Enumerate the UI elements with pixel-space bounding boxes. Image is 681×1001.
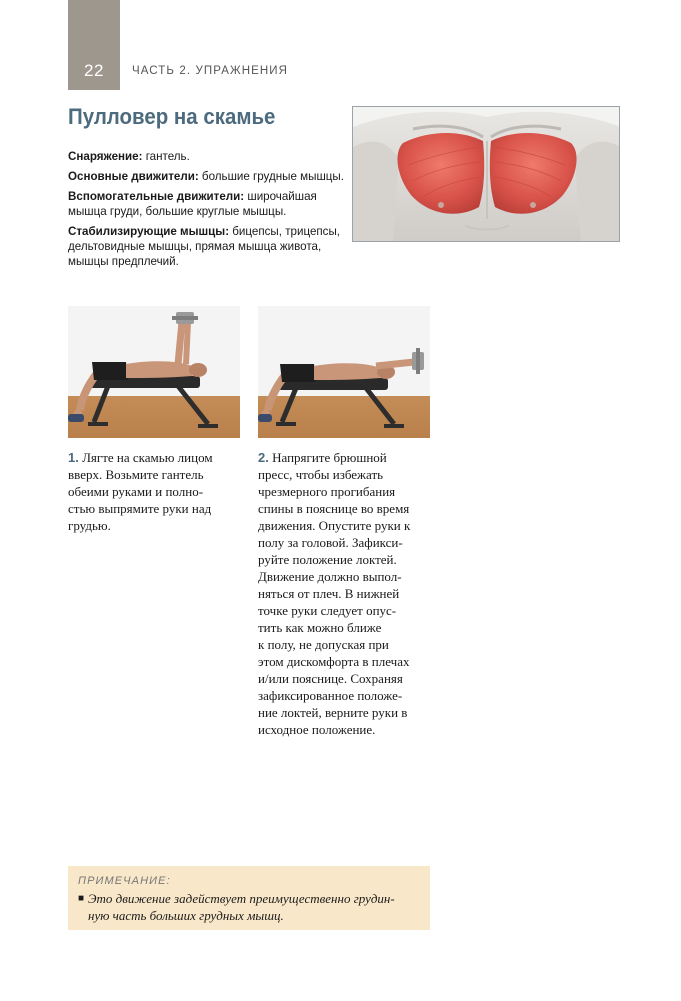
page-number-tab: [68, 0, 120, 90]
page-number: 22: [84, 61, 104, 80]
note-label: ПРИМЕЧАНИЕ:: [78, 875, 171, 887]
spec-primary-movers: Основные движители: большие грудные мышцы.: [68, 170, 344, 183]
step-1-photo: [68, 306, 240, 438]
step-1-number: 1.: [68, 450, 79, 465]
bench-pullover-lowered-illustration: [258, 306, 430, 438]
spec-secondary-movers: Вспомогательные движители: широчайшая мышца груди, большие круглые мышцы.: [68, 190, 317, 218]
exercise-specs: [68, 149, 348, 274]
note-text: ■ Это движение задействует преимущественно грудин- ную часть больших грудных мышц.: [78, 891, 395, 923]
chest-anatomy-illustration: [352, 106, 620, 242]
spec-stabilizers: Стабилизирующие мышцы: бицепсы, трицепсы, дельтовидные мышцы, прямая мышца живота, мышцы предплечий.: [68, 225, 341, 268]
exercise-title: Пулловер на скамье: [68, 104, 276, 129]
chest-muscle-drawing: [353, 107, 620, 242]
note-box: [68, 866, 430, 930]
step-1-text: 1. Лягте на скамью лицом вверх. Возьмите гантель обеими руками и полно- стью выпрямите руки над грудью.: [68, 450, 213, 533]
spec-equipment: Снаряжение: гантель.: [68, 150, 190, 163]
step-2-photo: [258, 306, 430, 438]
step-2-text: 2. Напрягите брюшной пресс, чтобы избежать чрезмерного прогибания спины в пояснице во время движения. Опустите руки к полу за головой. Зафикси- руйте положение локтей. Движение должно выпол- няться от плеч. В нижней точке руки следует опус- тить как можно ближе к полу, не допуская при этом дискомфорта в плечах и/или пояснице. Сохраняя зафиксированное положе- ние локтей, верните руки в исходное положение.: [258, 450, 411, 737]
bench-pullover-start-illustration: [68, 306, 240, 438]
part-label: ЧАСТЬ 2. УПРАЖНЕНИЯ: [132, 65, 289, 77]
bullet-icon: ■: [78, 893, 85, 904]
step-2-number: 2.: [258, 450, 269, 465]
